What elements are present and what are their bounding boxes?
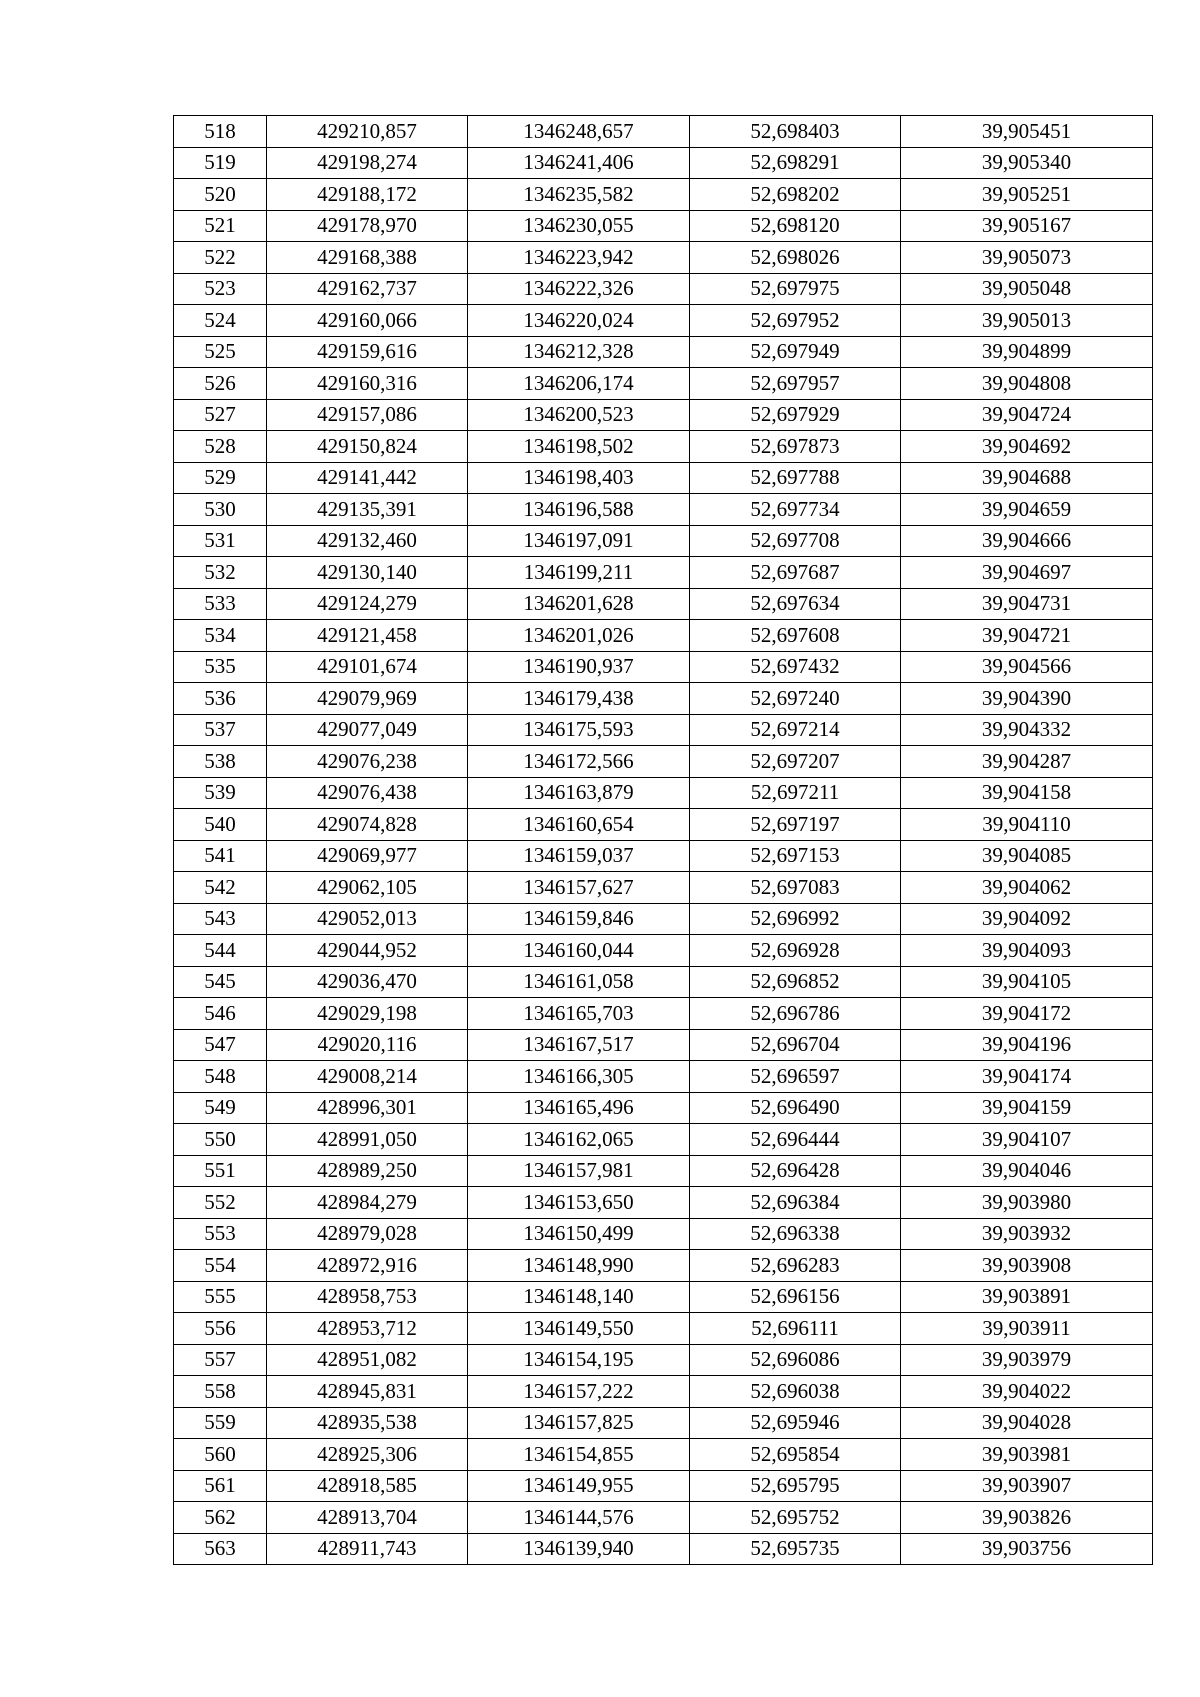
x-coordinate-cell: 429008,214 — [267, 1061, 468, 1093]
longitude-cell: 39,904046 — [901, 1155, 1153, 1187]
x-coordinate-cell: 428925,306 — [267, 1439, 468, 1471]
y-coordinate-cell: 1346167,517 — [468, 1029, 690, 1061]
y-coordinate-cell: 1346160,654 — [468, 809, 690, 841]
latitude-cell: 52,695735 — [690, 1533, 901, 1565]
x-coordinate-cell: 429130,140 — [267, 557, 468, 589]
y-coordinate-cell: 1346139,940 — [468, 1533, 690, 1565]
y-coordinate-cell: 1346157,627 — [468, 872, 690, 904]
y-coordinate-cell: 1346201,026 — [468, 620, 690, 652]
longitude-cell: 39,905451 — [901, 116, 1153, 148]
longitude-cell: 39,903981 — [901, 1439, 1153, 1471]
point-number-cell: 552 — [174, 1187, 267, 1219]
table-row — [174, 368, 1153, 400]
coordinates-document — [173, 115, 1152, 1565]
table-row — [174, 1313, 1153, 1345]
latitude-cell: 52,698202 — [690, 179, 901, 211]
y-coordinate-cell: 1346144,576 — [468, 1502, 690, 1534]
point-number-cell: 544 — [174, 935, 267, 967]
x-coordinate-cell: 429210,857 — [267, 116, 468, 148]
x-coordinate-cell: 429198,274 — [267, 147, 468, 179]
table-row — [174, 1439, 1153, 1471]
point-number-cell: 531 — [174, 525, 267, 557]
longitude-cell: 39,904659 — [901, 494, 1153, 526]
point-number-cell: 535 — [174, 651, 267, 683]
longitude-cell: 39,903932 — [901, 1218, 1153, 1250]
latitude-cell: 52,696384 — [690, 1187, 901, 1219]
x-coordinate-cell: 429159,616 — [267, 336, 468, 368]
longitude-cell: 39,905167 — [901, 210, 1153, 242]
point-number-cell: 521 — [174, 210, 267, 242]
y-coordinate-cell: 1346199,211 — [468, 557, 690, 589]
table-row — [174, 872, 1153, 904]
latitude-cell: 52,697734 — [690, 494, 901, 526]
longitude-cell: 39,904731 — [901, 588, 1153, 620]
y-coordinate-cell: 1346197,091 — [468, 525, 690, 557]
y-coordinate-cell: 1346241,406 — [468, 147, 690, 179]
longitude-cell: 39,904085 — [901, 840, 1153, 872]
x-coordinate-cell: 429160,066 — [267, 305, 468, 337]
x-coordinate-cell: 428935,538 — [267, 1407, 468, 1439]
table-row — [174, 683, 1153, 715]
y-coordinate-cell: 1346175,593 — [468, 714, 690, 746]
table-row — [174, 1155, 1153, 1187]
point-number-cell: 527 — [174, 399, 267, 431]
latitude-cell: 52,698403 — [690, 116, 901, 148]
longitude-cell: 39,904174 — [901, 1061, 1153, 1093]
latitude-cell: 52,697708 — [690, 525, 901, 557]
latitude-cell: 52,696111 — [690, 1313, 901, 1345]
point-number-cell: 561 — [174, 1470, 267, 1502]
latitude-cell: 52,696038 — [690, 1376, 901, 1408]
y-coordinate-cell: 1346148,990 — [468, 1250, 690, 1282]
longitude-cell: 39,904666 — [901, 525, 1153, 557]
table-row — [174, 998, 1153, 1030]
x-coordinate-cell: 429121,458 — [267, 620, 468, 652]
latitude-cell: 52,695752 — [690, 1502, 901, 1534]
point-number-cell: 559 — [174, 1407, 267, 1439]
latitude-cell: 52,696086 — [690, 1344, 901, 1376]
x-coordinate-cell: 428951,082 — [267, 1344, 468, 1376]
point-number-cell: 534 — [174, 620, 267, 652]
table-row — [174, 273, 1153, 305]
longitude-cell: 39,905251 — [901, 179, 1153, 211]
x-coordinate-cell: 429101,674 — [267, 651, 468, 683]
longitude-cell: 39,903907 — [901, 1470, 1153, 1502]
point-number-cell: 563 — [174, 1533, 267, 1565]
table-row — [174, 620, 1153, 652]
point-number-cell: 528 — [174, 431, 267, 463]
table-row — [174, 840, 1153, 872]
longitude-cell: 39,904808 — [901, 368, 1153, 400]
longitude-cell: 39,904092 — [901, 903, 1153, 935]
longitude-cell: 39,904022 — [901, 1376, 1153, 1408]
y-coordinate-cell: 1346162,065 — [468, 1124, 690, 1156]
longitude-cell: 39,903980 — [901, 1187, 1153, 1219]
x-coordinate-cell: 429036,470 — [267, 966, 468, 998]
latitude-cell: 52,696490 — [690, 1092, 901, 1124]
point-number-cell: 545 — [174, 966, 267, 998]
longitude-cell: 39,904105 — [901, 966, 1153, 998]
coordinates-table-body — [174, 116, 1153, 1565]
latitude-cell: 52,695854 — [690, 1439, 901, 1471]
point-number-cell: 533 — [174, 588, 267, 620]
point-number-cell: 547 — [174, 1029, 267, 1061]
point-number-cell: 539 — [174, 777, 267, 809]
longitude-cell: 39,904688 — [901, 462, 1153, 494]
longitude-cell: 39,904697 — [901, 557, 1153, 589]
y-coordinate-cell: 1346148,140 — [468, 1281, 690, 1313]
longitude-cell: 39,904196 — [901, 1029, 1153, 1061]
latitude-cell: 52,697608 — [690, 620, 901, 652]
y-coordinate-cell: 1346160,044 — [468, 935, 690, 967]
longitude-cell: 39,904724 — [901, 399, 1153, 431]
table-row — [174, 1376, 1153, 1408]
x-coordinate-cell: 429069,977 — [267, 840, 468, 872]
table-row — [174, 1218, 1153, 1250]
latitude-cell: 52,696156 — [690, 1281, 901, 1313]
x-coordinate-cell: 429062,105 — [267, 872, 468, 904]
point-number-cell: 542 — [174, 872, 267, 904]
table-row — [174, 966, 1153, 998]
x-coordinate-cell: 429188,172 — [267, 179, 468, 211]
latitude-cell: 52,695946 — [690, 1407, 901, 1439]
longitude-cell: 39,904390 — [901, 683, 1153, 715]
longitude-cell: 39,904110 — [901, 809, 1153, 841]
y-coordinate-cell: 1346230,055 — [468, 210, 690, 242]
y-coordinate-cell: 1346220,024 — [468, 305, 690, 337]
point-number-cell: 550 — [174, 1124, 267, 1156]
table-row — [174, 147, 1153, 179]
point-number-cell: 546 — [174, 998, 267, 1030]
y-coordinate-cell: 1346161,058 — [468, 966, 690, 998]
x-coordinate-cell: 428945,831 — [267, 1376, 468, 1408]
latitude-cell: 52,697634 — [690, 588, 901, 620]
point-number-cell: 519 — [174, 147, 267, 179]
y-coordinate-cell: 1346179,438 — [468, 683, 690, 715]
table-row — [174, 1187, 1153, 1219]
point-number-cell: 557 — [174, 1344, 267, 1376]
y-coordinate-cell: 1346157,825 — [468, 1407, 690, 1439]
table-row — [174, 305, 1153, 337]
latitude-cell: 52,697214 — [690, 714, 901, 746]
x-coordinate-cell: 429077,049 — [267, 714, 468, 746]
x-coordinate-cell: 428913,704 — [267, 1502, 468, 1534]
table-row — [174, 557, 1153, 589]
y-coordinate-cell: 1346154,855 — [468, 1439, 690, 1471]
point-number-cell: 551 — [174, 1155, 267, 1187]
y-coordinate-cell: 1346157,981 — [468, 1155, 690, 1187]
longitude-cell: 39,904093 — [901, 935, 1153, 967]
x-coordinate-cell: 429079,969 — [267, 683, 468, 715]
table-row — [174, 777, 1153, 809]
latitude-cell: 52,696338 — [690, 1218, 901, 1250]
y-coordinate-cell: 1346153,650 — [468, 1187, 690, 1219]
x-coordinate-cell: 429132,460 — [267, 525, 468, 557]
longitude-cell: 39,904172 — [901, 998, 1153, 1030]
x-coordinate-cell: 428958,753 — [267, 1281, 468, 1313]
longitude-cell: 39,904287 — [901, 746, 1153, 778]
x-coordinate-cell: 428984,279 — [267, 1187, 468, 1219]
y-coordinate-cell: 1346206,174 — [468, 368, 690, 400]
point-number-cell: 526 — [174, 368, 267, 400]
x-coordinate-cell: 429076,238 — [267, 746, 468, 778]
x-coordinate-cell: 428911,743 — [267, 1533, 468, 1565]
point-number-cell: 530 — [174, 494, 267, 526]
latitude-cell: 52,696786 — [690, 998, 901, 1030]
x-coordinate-cell: 429020,116 — [267, 1029, 468, 1061]
y-coordinate-cell: 1346201,628 — [468, 588, 690, 620]
point-number-cell: 541 — [174, 840, 267, 872]
table-row — [174, 588, 1153, 620]
y-coordinate-cell: 1346190,937 — [468, 651, 690, 683]
table-row — [174, 809, 1153, 841]
y-coordinate-cell: 1346172,566 — [468, 746, 690, 778]
longitude-cell: 39,904566 — [901, 651, 1153, 683]
longitude-cell: 39,903826 — [901, 1502, 1153, 1534]
table-row — [174, 494, 1153, 526]
x-coordinate-cell: 429044,952 — [267, 935, 468, 967]
y-coordinate-cell: 1346248,657 — [468, 116, 690, 148]
point-number-cell: 554 — [174, 1250, 267, 1282]
table-row — [174, 935, 1153, 967]
longitude-cell: 39,905073 — [901, 242, 1153, 274]
longitude-cell: 39,903979 — [901, 1344, 1153, 1376]
x-coordinate-cell: 428989,250 — [267, 1155, 468, 1187]
x-coordinate-cell: 429029,198 — [267, 998, 468, 1030]
longitude-cell: 39,904107 — [901, 1124, 1153, 1156]
y-coordinate-cell: 1346150,499 — [468, 1218, 690, 1250]
latitude-cell: 52,696428 — [690, 1155, 901, 1187]
point-number-cell: 529 — [174, 462, 267, 494]
y-coordinate-cell: 1346149,550 — [468, 1313, 690, 1345]
point-number-cell: 537 — [174, 714, 267, 746]
point-number-cell: 549 — [174, 1092, 267, 1124]
y-coordinate-cell: 1346196,588 — [468, 494, 690, 526]
table-row — [174, 1533, 1153, 1565]
coordinates-table — [173, 115, 1153, 1565]
longitude-cell: 39,904062 — [901, 872, 1153, 904]
y-coordinate-cell: 1346200,523 — [468, 399, 690, 431]
table-row — [174, 242, 1153, 274]
latitude-cell: 52,697207 — [690, 746, 901, 778]
table-row — [174, 179, 1153, 211]
y-coordinate-cell: 1346198,502 — [468, 431, 690, 463]
point-number-cell: 560 — [174, 1439, 267, 1471]
y-coordinate-cell: 1346159,037 — [468, 840, 690, 872]
latitude-cell: 52,696597 — [690, 1061, 901, 1093]
x-coordinate-cell: 429141,442 — [267, 462, 468, 494]
table-row — [174, 1502, 1153, 1534]
latitude-cell: 52,697949 — [690, 336, 901, 368]
table-row — [174, 116, 1153, 148]
latitude-cell: 52,698120 — [690, 210, 901, 242]
latitude-cell: 52,697211 — [690, 777, 901, 809]
latitude-cell: 52,696928 — [690, 935, 901, 967]
longitude-cell: 39,904721 — [901, 620, 1153, 652]
point-number-cell: 538 — [174, 746, 267, 778]
table-row — [174, 714, 1153, 746]
point-number-cell: 558 — [174, 1376, 267, 1408]
y-coordinate-cell: 1346165,496 — [468, 1092, 690, 1124]
longitude-cell: 39,904159 — [901, 1092, 1153, 1124]
latitude-cell: 52,696852 — [690, 966, 901, 998]
x-coordinate-cell: 429135,391 — [267, 494, 468, 526]
x-coordinate-cell: 429124,279 — [267, 588, 468, 620]
latitude-cell: 52,697153 — [690, 840, 901, 872]
latitude-cell: 52,695795 — [690, 1470, 901, 1502]
x-coordinate-cell: 429162,737 — [267, 273, 468, 305]
point-number-cell: 522 — [174, 242, 267, 274]
y-coordinate-cell: 1346222,326 — [468, 273, 690, 305]
table-row — [174, 336, 1153, 368]
point-number-cell: 524 — [174, 305, 267, 337]
latitude-cell: 52,697952 — [690, 305, 901, 337]
latitude-cell: 52,697788 — [690, 462, 901, 494]
longitude-cell: 39,905340 — [901, 147, 1153, 179]
y-coordinate-cell: 1346157,222 — [468, 1376, 690, 1408]
longitude-cell: 39,905013 — [901, 305, 1153, 337]
latitude-cell: 52,697975 — [690, 273, 901, 305]
y-coordinate-cell: 1346166,305 — [468, 1061, 690, 1093]
point-number-cell: 532 — [174, 557, 267, 589]
point-number-cell: 543 — [174, 903, 267, 935]
point-number-cell: 562 — [174, 1502, 267, 1534]
longitude-cell: 39,903911 — [901, 1313, 1153, 1345]
longitude-cell: 39,904158 — [901, 777, 1153, 809]
table-row — [174, 746, 1153, 778]
x-coordinate-cell: 429160,316 — [267, 368, 468, 400]
latitude-cell: 52,697957 — [690, 368, 901, 400]
latitude-cell: 52,696992 — [690, 903, 901, 935]
table-row — [174, 210, 1153, 242]
table-row — [174, 1281, 1153, 1313]
latitude-cell: 52,697240 — [690, 683, 901, 715]
longitude-cell: 39,905048 — [901, 273, 1153, 305]
x-coordinate-cell: 428953,712 — [267, 1313, 468, 1345]
table-row — [174, 1344, 1153, 1376]
latitude-cell: 52,697929 — [690, 399, 901, 431]
y-coordinate-cell: 1346165,703 — [468, 998, 690, 1030]
x-coordinate-cell: 429076,438 — [267, 777, 468, 809]
table-row — [174, 525, 1153, 557]
latitude-cell: 52,698291 — [690, 147, 901, 179]
x-coordinate-cell: 429168,388 — [267, 242, 468, 274]
latitude-cell: 52,697083 — [690, 872, 901, 904]
longitude-cell: 39,903908 — [901, 1250, 1153, 1282]
y-coordinate-cell: 1346159,846 — [468, 903, 690, 935]
x-coordinate-cell: 429178,970 — [267, 210, 468, 242]
latitude-cell: 52,696283 — [690, 1250, 901, 1282]
x-coordinate-cell: 428918,585 — [267, 1470, 468, 1502]
x-coordinate-cell: 428996,301 — [267, 1092, 468, 1124]
table-row — [174, 651, 1153, 683]
x-coordinate-cell: 428972,916 — [267, 1250, 468, 1282]
latitude-cell: 52,696704 — [690, 1029, 901, 1061]
latitude-cell: 52,698026 — [690, 242, 901, 274]
point-number-cell: 518 — [174, 116, 267, 148]
longitude-cell: 39,904332 — [901, 714, 1153, 746]
x-coordinate-cell: 429150,824 — [267, 431, 468, 463]
table-row — [174, 1061, 1153, 1093]
table-row — [174, 431, 1153, 463]
point-number-cell: 556 — [174, 1313, 267, 1345]
table-row — [174, 1470, 1153, 1502]
y-coordinate-cell: 1346235,582 — [468, 179, 690, 211]
y-coordinate-cell: 1346149,955 — [468, 1470, 690, 1502]
y-coordinate-cell: 1346163,879 — [468, 777, 690, 809]
longitude-cell: 39,903756 — [901, 1533, 1153, 1565]
latitude-cell: 52,697873 — [690, 431, 901, 463]
x-coordinate-cell: 428991,050 — [267, 1124, 468, 1156]
longitude-cell: 39,903891 — [901, 1281, 1153, 1313]
point-number-cell: 548 — [174, 1061, 267, 1093]
point-number-cell: 555 — [174, 1281, 267, 1313]
table-row — [174, 903, 1153, 935]
latitude-cell: 52,697197 — [690, 809, 901, 841]
point-number-cell: 525 — [174, 336, 267, 368]
point-number-cell: 536 — [174, 683, 267, 715]
latitude-cell: 52,697687 — [690, 557, 901, 589]
longitude-cell: 39,904899 — [901, 336, 1153, 368]
x-coordinate-cell: 428979,028 — [267, 1218, 468, 1250]
table-row — [174, 1407, 1153, 1439]
table-row — [174, 1124, 1153, 1156]
x-coordinate-cell: 429074,828 — [267, 809, 468, 841]
point-number-cell: 540 — [174, 809, 267, 841]
longitude-cell: 39,904028 — [901, 1407, 1153, 1439]
y-coordinate-cell: 1346154,195 — [468, 1344, 690, 1376]
table-row — [174, 1029, 1153, 1061]
y-coordinate-cell: 1346223,942 — [468, 242, 690, 274]
latitude-cell: 52,697432 — [690, 651, 901, 683]
x-coordinate-cell: 429157,086 — [267, 399, 468, 431]
table-row — [174, 1250, 1153, 1282]
y-coordinate-cell: 1346198,403 — [468, 462, 690, 494]
table-row — [174, 399, 1153, 431]
table-row — [174, 1092, 1153, 1124]
y-coordinate-cell: 1346212,328 — [468, 336, 690, 368]
table-row — [174, 462, 1153, 494]
latitude-cell: 52,696444 — [690, 1124, 901, 1156]
x-coordinate-cell: 429052,013 — [267, 903, 468, 935]
point-number-cell: 553 — [174, 1218, 267, 1250]
longitude-cell: 39,904692 — [901, 431, 1153, 463]
point-number-cell: 520 — [174, 179, 267, 211]
point-number-cell: 523 — [174, 273, 267, 305]
